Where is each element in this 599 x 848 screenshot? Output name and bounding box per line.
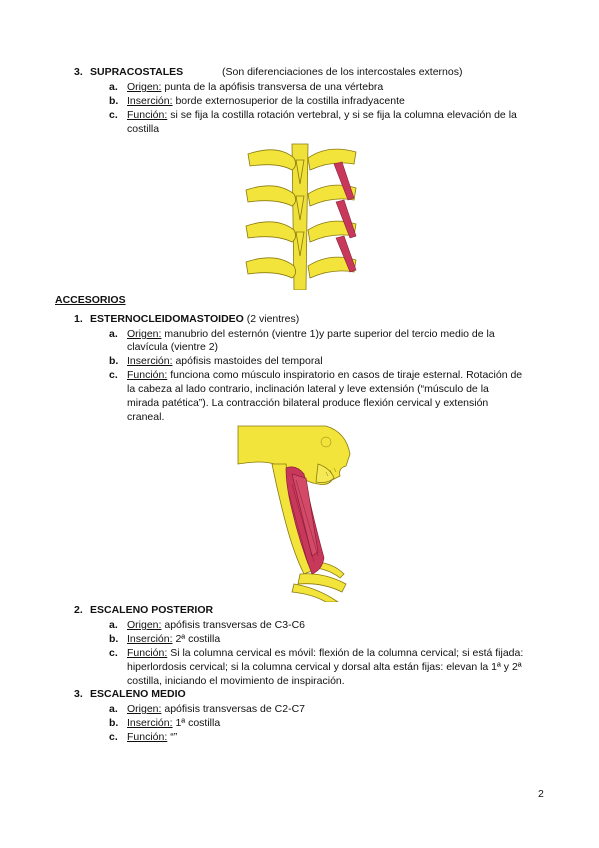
origen-line bbox=[127, 328, 495, 340]
funcion-line bbox=[127, 109, 517, 121]
funcion-cont: hiperlordosis cervical; si la columna cervical y dorsal alta están fijas: elevan la 1ª y 2ª bbox=[127, 661, 522, 673]
insercion-text: 2ª costilla bbox=[172, 633, 221, 645]
funcion-text: si se fija la costilla rotación vertebral, y si se fija la columna elevación de la bbox=[167, 109, 517, 121]
insercion-line bbox=[127, 633, 220, 645]
item-number: 3. bbox=[74, 688, 83, 700]
insercion-label: Inserción: bbox=[127, 717, 173, 729]
item-letter: c. bbox=[109, 109, 118, 121]
insercion-line bbox=[127, 95, 405, 107]
origen-line bbox=[127, 703, 305, 715]
section-note: (Son diferenciaciones de los intercostales externos) bbox=[222, 66, 463, 78]
item-number: 1. bbox=[74, 313, 83, 325]
item-number: 3. bbox=[74, 66, 83, 78]
funcion-label: Función: bbox=[127, 369, 168, 381]
insercion-text: 1ª costilla bbox=[172, 717, 221, 729]
section-heading-accesorios: ACCESORIOS bbox=[55, 294, 126, 306]
origen-line bbox=[127, 619, 305, 631]
item-letter: a. bbox=[109, 619, 118, 631]
section-title: ESCALENO POSTERIOR bbox=[90, 604, 214, 616]
funcion-line bbox=[127, 647, 523, 659]
item-letter: a. bbox=[109, 703, 118, 715]
insercion-label: Inserción: bbox=[127, 633, 173, 645]
supracostales-figure bbox=[238, 140, 366, 290]
origen-text: punta de la apófisis transversa de una vértebra bbox=[161, 81, 384, 93]
funcion-text: funciona como músculo inspiratorio en casos de tiraje esternal. Rotación de bbox=[167, 369, 523, 381]
item-letter: c. bbox=[109, 647, 118, 659]
origen-label: Origen: bbox=[127, 703, 162, 715]
origen-text: apófisis transversas de C3-C6 bbox=[161, 619, 305, 631]
esternocleidomastoideo-figure bbox=[234, 424, 356, 602]
item-letter: c. bbox=[109, 731, 118, 743]
section-title: ESTERNOCLEIDOMASTOIDEO bbox=[90, 313, 244, 325]
section-title: SUPRACOSTALES bbox=[90, 66, 184, 78]
section-title: ESCALENO MEDIO bbox=[90, 688, 186, 700]
origen-text: apófisis transversas de C2-C7 bbox=[161, 703, 305, 715]
origen-label: Origen: bbox=[127, 328, 162, 340]
funcion-text: Si la columna cervical es móvil: flexión de la columna cervical; si está fijada: bbox=[167, 647, 524, 659]
item-letter: c. bbox=[109, 369, 118, 381]
funcion-label: Función: bbox=[127, 731, 168, 743]
funcion-cont: costilla, iniciando el movimiento de inspiración. bbox=[127, 675, 345, 687]
origen-label: Origen: bbox=[127, 619, 162, 631]
funcion-text: “” bbox=[167, 731, 178, 743]
funcion-line bbox=[127, 731, 177, 743]
funcion-cont: craneal. bbox=[127, 411, 165, 423]
item-letter: b. bbox=[109, 633, 119, 645]
insercion-label: Inserción: bbox=[127, 355, 173, 367]
funcion-cont: costilla bbox=[127, 123, 160, 135]
item-letter: a. bbox=[109, 328, 118, 340]
item-letter: b. bbox=[109, 95, 119, 107]
insercion-line bbox=[127, 355, 323, 367]
origen-text: manubrio del esternón (vientre 1)y parte superior del tercio medio de la bbox=[161, 328, 495, 340]
origen-line bbox=[127, 81, 383, 93]
insercion-text: borde externosuperior de la costilla infradyacente bbox=[172, 95, 405, 107]
funcion-cont: la cabeza al lado contrario, inclinación lateral y leve extensión (“músculo de la bbox=[127, 383, 489, 395]
item-letter: a. bbox=[109, 81, 118, 93]
item-letter: b. bbox=[109, 355, 119, 367]
origen-cont: clavícula (vientre 2) bbox=[127, 341, 219, 353]
funcion-label: Función: bbox=[127, 647, 168, 659]
funcion-label: Función: bbox=[127, 109, 168, 121]
item-letter: b. bbox=[109, 717, 119, 729]
section-note: (2 vientres) bbox=[243, 313, 300, 325]
page-number: 2 bbox=[538, 788, 544, 800]
item-number: 2. bbox=[74, 604, 83, 616]
insercion-label: Inserción: bbox=[127, 95, 173, 107]
origen-label: Origen: bbox=[127, 81, 162, 93]
funcion-cont: mirada patética”). La contracción bilateral produce flexión cervical y extensión bbox=[127, 397, 489, 409]
insercion-line bbox=[127, 717, 220, 729]
insercion-text: apófisis mastoides del temporal bbox=[172, 355, 323, 367]
funcion-line bbox=[127, 369, 522, 381]
scm-title-line bbox=[90, 313, 299, 325]
